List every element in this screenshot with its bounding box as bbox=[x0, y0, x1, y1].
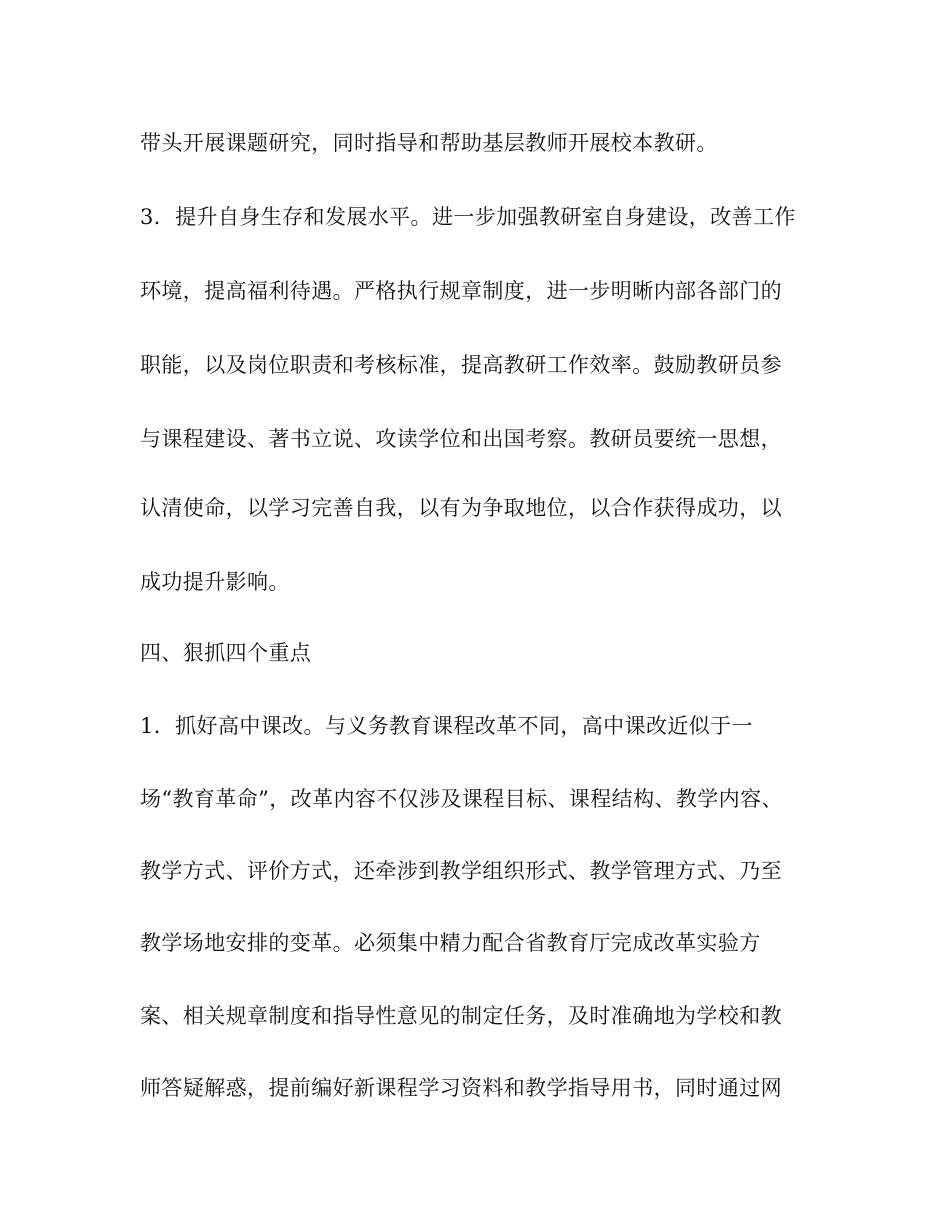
paragraph-line: 教学场地安排的变革。必须集中精力配合省教育厅完成改革实验方 bbox=[140, 931, 761, 955]
paragraph-line: 场“教育革命”，改革内容不仅涉及课程目标、课程结构、教学内容、 bbox=[140, 787, 783, 811]
paragraph-line: 1．抓好高中课改。与义务教育课程改革不同，高中课改近似于一 bbox=[140, 714, 753, 738]
paragraph-line: 认清使命，以学习完善自我，以有为争取地位，以合作获得成功，以 bbox=[140, 496, 782, 520]
paragraph-line: 与课程建设、著书立说、攻读学位和出国考察。教研员要统一思想， bbox=[140, 427, 782, 451]
paragraph-line: 带头开展课题研究，同时指导和帮助基层教师开展校本教研。 bbox=[140, 131, 718, 155]
paragraph-line: 环境，提高福利待遇。严格执行规章制度，进一步明晰内部各部门的 bbox=[140, 279, 782, 303]
paragraph-line: 成功提升影响。 bbox=[140, 570, 290, 594]
paragraph-line: 职能，以及岗位职责和考核标准，提高教研工作效率。鼓励教研员参 bbox=[140, 353, 782, 377]
section-heading: 四、狠抓四个重点 bbox=[140, 641, 312, 665]
paragraph-line: 3．提升自身生存和发展水平。进一步加强教研室自身建设，改善工作 bbox=[140, 205, 796, 229]
paragraph-line: 师答疑解惑，提前编好新课程学习资料和教学指导用书，同时通过网 bbox=[140, 1076, 782, 1100]
paragraph-line: 教学方式、评价方式，还牵涉到教学组织形式、教学管理方式、乃至 bbox=[140, 859, 782, 883]
paragraph-line: 案、相关规章制度和指导性意见的制定任务，及时准确地为学校和教 bbox=[140, 1004, 782, 1028]
